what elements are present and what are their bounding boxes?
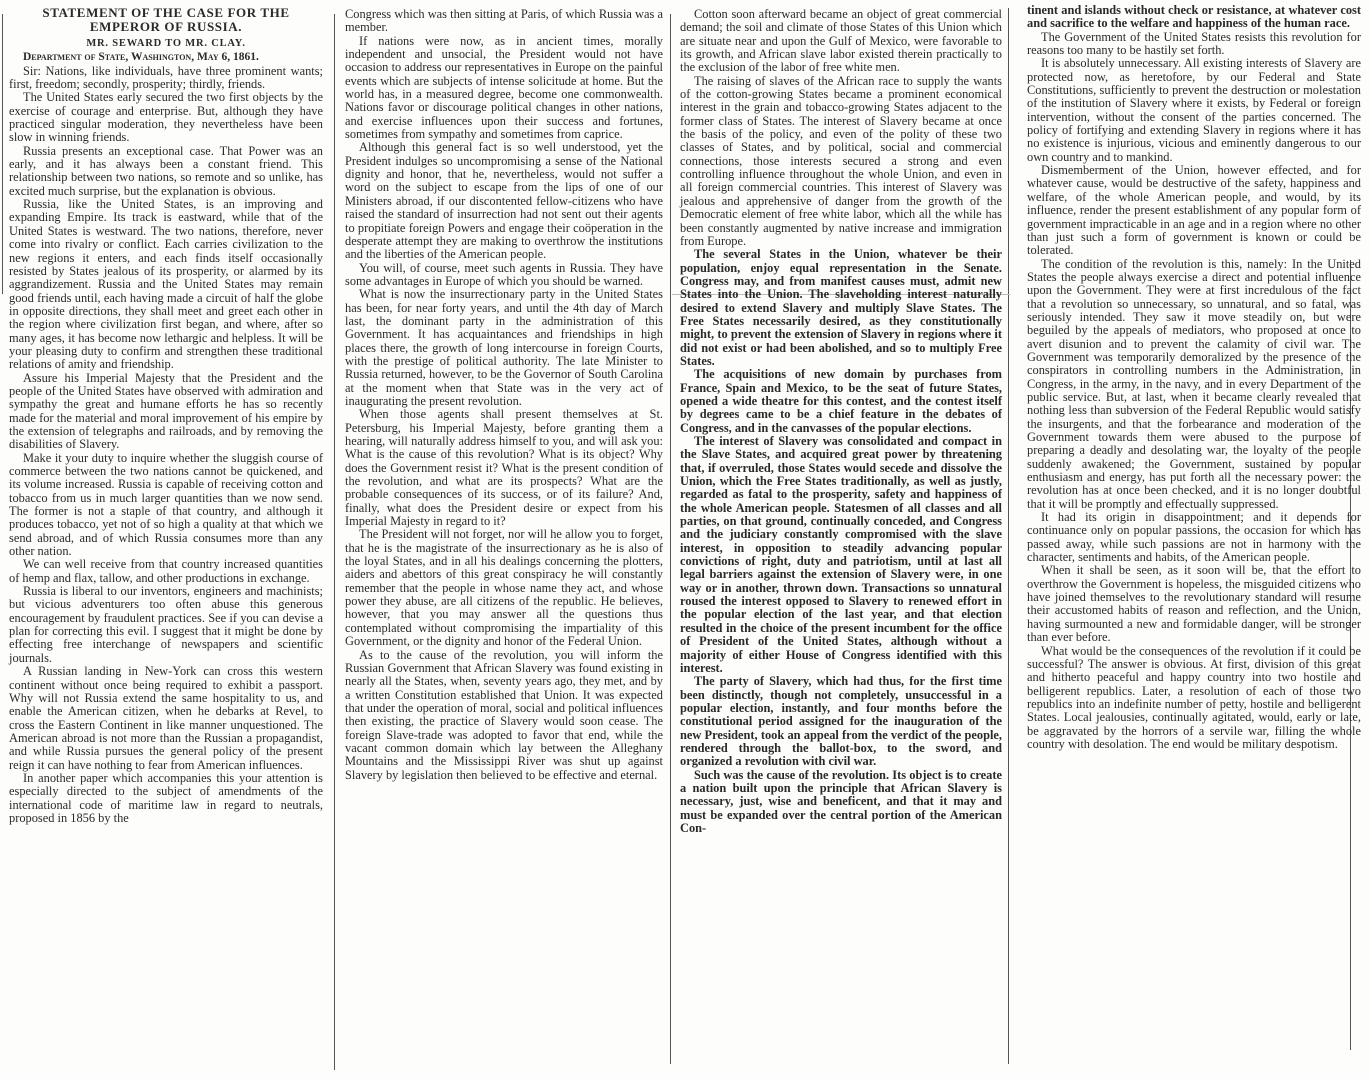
column-rule	[2, 14, 3, 294]
paragraph: Russia presents an exceptional case. That Power was an early, and it has always been a constant friend. This relationship between two nations, so remote and so unlike, has excited much surprise, but the explanation is obvious.	[9, 143, 323, 198]
paragraph: The interest of Slavery was consolidated and compact in the Slave States, and acquired great power by threatening that, if overruled, those States would secede and dissolve the Union, which the Free States traditionally, as well as justly, regarded as fatal to the prosperity, safety and happiness of the whole American people. Statesmen of all classes and all parties, on that ground, continually conceded, and Congress and the judiciary constantly compromised with the slave interest, in opposition to steadily advancing popular convictions of right, duty and patriotism, until at last all legal barriers against the extension of Slavery were, in one way or in another, thrown down. Transactions so unnatural roused the interest opposed to Slavery to renewed effort in the popular election of the last year, and that election resulted in the choice of the present incumbent for the office of President of the United States, although without a majority of either House of Congress identified with this interest.	[680, 434, 1002, 675]
paragraph: A Russian landing in New-York can cross this western continent without once being required to exhibit a passport. Why will not Russia extend the same hospitality to us, and enable the American citizen, when he debarks at Revel, to cross the Eastern Continent in like manner unquestioned. The American abroad is not more than the Russian a propagandist, and while Russia pursues the general policy of the present reign it can have nothing to fear from American influences.	[9, 664, 323, 772]
paragraph: Such was the cause of the revolution. Its object is to create a nation built upon the principle that African Slavery is necessary, just, wise and beneficent, and that it may and must be expanded over the central portion of the American Con-	[680, 767, 1002, 835]
paragraph: As to the cause of the revolution, you will inform the Russian Government that African Slavery was found existing in nearly all the States, when, seventy years ago, they met, and by a written Constitution established that Union. It was expected that under the operation of moral, social and political influences then existing, the practice of Slavery would soon cease. The foreign Slave-trade was adopted to favor that end, while the vacant common domain which lay between the Alleghany Mountains and the Mississippi River was shut up against Slavery by legislation then believed to be effective and eternal.	[345, 647, 663, 782]
paragraph: Make it your duty to inquire whether the sluggish course of commerce between the two nations cannot be quickened, and its volume increased. Russia is capable of receiving cotton and tobacco from us in much larger quantities than we now send. The former is not a staple of that country, and although it produces tobacco, yet not of so high a quality at that which we send abroad, and of which Russia consumes more than any other nation.	[9, 450, 323, 559]
paragraph: tinent and islands without check or resistance, at whatever cost and sacrifice to the welfare and happiness of the human race.	[1027, 3, 1361, 31]
paragraph: The condition of the revolution is this, namely: In the United States the people always exercise a direct and potential influence upon the Government. They were at first incredulous of the fact that a revolution so unnecessary, so unnatural, and so fatal, was seriously intended. They saw it move steadily on, but were beguiled by the appeals of mediators, who proposed at once to avert disunion and to prevent the calamity of civil war. The Government was temporarily demoralized by the presence of the conspirators in controlling numbers in the Administration, in Congress, in the army, in the navy, and in every Department of the public service. But, at last, when it became clearly revealed that nothing less than subversion of the Federal Republic would satisfy the insurgents, and that the forbearance and moderation of the Government towards them were abused to the purpose of preparing a deadly and desolating war, the loyalty of the people suddenly awakened; the Government, sustained by popular enthusiasm and energy, has put forth all the necessary power: the revolution has at once been checked, and it is no longer doubtful that it will be promptly and effectually suppressed.	[1027, 256, 1361, 511]
paragraph: If nations were now, as in ancient times, morally independent and unsocial, the President would not have occasion to address our representatives in Europe on the painful events which are subjects of intense solicitude at home. But the world has, in a measured degree, become one commonwealth. Nations favor or discourage political changes in other nations, and exercise influences upon their success and fortunes, sometimes from sympathy and sometimes from caprice.	[345, 33, 663, 142]
paragraph: Sir: Nations, like individuals, have three prominent wants; first, freedom; secondly, prosperity; thirdly, friends.	[9, 63, 323, 92]
paragraph: Russia, like the United States, is an improving and expanding Empire. Its track is eastward, while that of the United States is westward. The two nations, therefore, never come into rivalry or conflict. Each carries civilization to the new regions it enters, and each finds itself occasionally resisted by States jealous of its prosperity, or alarmed by its aggrandizement. Russia and the United States may remain good friends until, each having made a circuit of half the globe in opposite directions, they shall meet and greet each other in the region where civilization first began, and where, after so many ages, it has become now lethargic and helpless. It will be your pleasing duty to confirm and strengthen these traditional relations of amity and friendship.	[9, 197, 323, 372]
paragraph: The Government of the United States resists this revolution for reasons too many to be hastily set forth.	[1027, 29, 1361, 58]
article-column-3	[680, 8, 1002, 835]
paragraph: When those agents shall present themselves at St. Petersburg, his Imperial Majesty, before granting them a hearing, will naturally address himself to you, and will ask you: What is the cause of this revolution? What is its object? Why does the Government resist it? What is the present condition of the revolution, and what are its prospects? What are the probable consequences of its success, or of its failure? And, finally, what does the President desire or expect from his Imperial Majesty in regard to it?	[345, 407, 663, 529]
article-dateline: Department of State, Washington, May 6, 1861.	[23, 51, 259, 64]
paragraph: The United States early secured the two first objects by the exercise of courage and enterprise. But, although they have practiced singular moderation, they nevertheless have been slow in winning friends.	[9, 90, 323, 145]
paragraph: You will, of course, meet such agents in Russia. They have some advantages in Europe of which you should be warned.	[345, 260, 663, 288]
column-rule	[670, 14, 671, 1064]
article-column-1	[9, 6, 323, 825]
paragraph: It had its origin in disappointment; and it depends for continuance only on popular passions, the occasion for which has passed away, while such passions are not in harmony with the character, sentiments and habits, of the American people.	[1027, 510, 1361, 565]
paragraph: What is now the insurrectionary party in the United States has been, for near forty years, and until the 4th day of March last, the dominant party in the administration of this Government. It has acquaintances and friendships in high places there, the growth of long intercourse in foreign Courts, with the prestige of political authority. The late Minister to Russia returned, however, to be the Governor of South Carolina at the moment when that State was in the very act of inaugurating the present revolution.	[345, 287, 663, 408]
paragraph: Congress which was then sitting at Paris, of which Russia was a member.	[345, 7, 663, 35]
paragraph: The acquisitions of new domain by purchases from France, Spain and Mexico, to be the seat of future States, opened a wide theatre for this contest, and the contest itself by degrees came to be a chief feature in the debates of Congress, and in the canvasses of the popular elections.	[680, 367, 1002, 435]
article-column-4	[1027, 4, 1361, 751]
paragraph: We can well receive from that country increased quantities of hemp and flax, tallow, and other productions in exchange.	[9, 557, 323, 585]
paragraph: In another paper which accompanies this your attention is especially directed to the subject of amendments of the international code of maritime law in regard to neutrals, proposed in 1856 by the	[9, 770, 323, 825]
paragraph: The President will not forget, nor will he allow you to forget, that he is the magistrate of the insurrectionary as he is also of the loyal States, and in all his dealings concerning the plotters, aiders and abettors of this great conspiracy he will constantly remember that the people in whose name they act, and whose power they abuse, are all citizens of the republic. He believes, however, that you may answer all the questions thus contemplated without compromising the impartiality of this Government, or the dignity and honor of the Federal Union.	[345, 527, 663, 649]
paragraph: When it shall be seen, as it soon will be, that the effort to overthrow the Government is hopeless, the misguided citizens who have joined themselves to the revolutionary standard will resume their accustomed habits of reason and reflection, and the Union, having surmounted a new and formidable danger, will be stronger than ever before.	[1027, 563, 1361, 645]
paragraph: Cotton soon afterward became an object of great commercial demand; the soil and climate of those States of this Union which are situate near and upon the Gulf of Mexico, were favorable to its growth, and African slave labor existed therein practically to the exclusion of the labor of free white men.	[680, 7, 1002, 75]
paragraph: Although this general fact is so well understood, yet the President indulges so uncompromising a sense of the National dignity and honor, that he, nevertheless, would not suffer a word on the subject to escape from the lips of one of our Ministers abroad, if our discontented fellow-citizens who have raised the standard of insurrection had not sent out their agents to propitiate foreign Powers and engage their coöperation in the desperate attempt they are making to overthrow the institutions and the liberties of the American people.	[345, 140, 663, 262]
article-headline: STATEMENT OF THE CASE FOR THE EMPEROR OF RUSSIA.	[42, 5, 290, 34]
paragraph: What would be the consequences of the revolution if it could be successful? The answer is obvious. At first, division of this great and hitherto peaceful and happy country into two hostile and belligerent republics. Later, a resolution of each of those two republics into an indefinite number of petty, hostile and belligerent States. Local jealousies, continually agitated, would, early or late, be aggravated by the horrors of a servile war, filling the whole country with desolation. The end would be military despotism.	[1027, 643, 1361, 751]
paragraph: Assure his Imperial Majesty that the President and the people of the United States have observed with admiration and sympathy the great and humane efforts he has so recently made for the material and moral improvement of his empire by the extension of telegraphs and railroads, and by removing the disabilities of Slavery.	[9, 370, 323, 452]
column-rule	[1008, 8, 1009, 1064]
paragraph: The several States in the Union, whatever be their population, enjoy equal representation in the Senate. Congress may, and from manifest causes must, admit new States into the Union. The slaveholding interest naturally desired to extend Slavery and multiply Slave States. The Free States necessarily desired, as they constitutionally might, to prevent the extension of Slavery in regions where it did not exist or had been abolished, and so to multiply Free States.	[680, 247, 1002, 368]
paragraph: Russia is liberal to our inventors, engineers and machinists; but vicious adventurers too often abuse this generous encouragement by fraudulent practices. See if you can devise a plan for correcting this evil. I suggest that it might be done by effecting free interchange of newspapers and scientific journals.	[9, 584, 323, 665]
paragraph: The party of Slavery, which had thus, for the first time been distinctly, though not completely, unsuccessful in a popular election, instantly, and four months before the constitutional period assigned for the inauguration of the new President, took an appeal from the verdict of the people, rendered through the ballot-box, to the sword, and organized a revolution with civil war.	[680, 674, 1002, 769]
column-rule	[334, 14, 335, 1070]
paragraph: Dismemberment of the Union, however effected, and for whatever cause, would be destructive of the safety, happiness and welfare, of the whole American people, and would, by its influence, render the present establishment of any popular form of government impracticable in an age and in a region where no other than just such a form of government is known or could be tolerated.	[1027, 163, 1361, 258]
paragraph: It is absolutely unnecessary. All existing interests of Slavery are protected now, as heretofore, by our Federal and State Constitutions, sufficiently to prevent the destruction or molestation of the institution of Slavery where it exists, by Federal or foreign intervention, without the consent of the parties concerned. The policy of fortifying and extending Slavery in regions where it has no existence is injurious, vicious and eminently dangerous to our own country and to mankind.	[1027, 56, 1361, 164]
article-subhead: MR. SEWARD TO MR. CLAY.	[86, 38, 246, 49]
article-column-2	[345, 8, 663, 782]
paragraph: The raising of slaves of the African race to supply the wants of the cotton-growing States became a prominent economical interest in the grain and tobacco-growing States adjacent to the former class of States. The interest of Slavery became at once the basis of the policy, and even of the polity of these two classes of States, and by political, social and commercial connections, those interests secured a strong and even controlling influence throughout the whole Union, and even in all foreign commercial countries. This interest of Slavery was jealous and apprehensive of danger from the growth of the Democratic element of free white labor, which all the while has been constantly augmented by native increase and immigration from Europe.	[680, 73, 1002, 248]
